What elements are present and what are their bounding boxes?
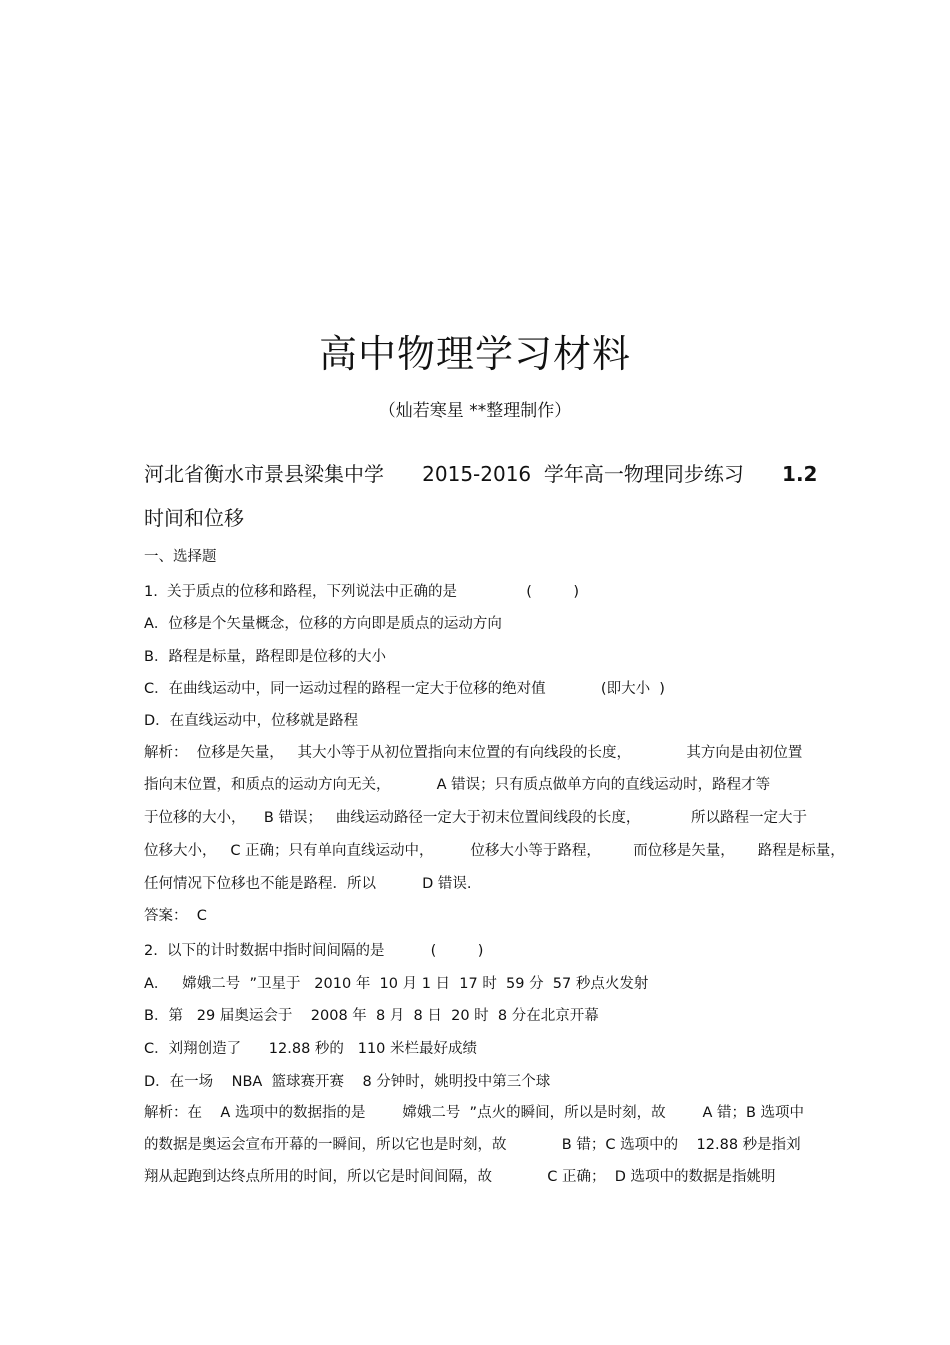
exercise-heading-text: 河北省衡水市景县梁集中学 2015-2016 学年高一物理同步练习 [144, 462, 783, 486]
question-2-option-c: C．刘翔创造了 12.88 秒的 110 米栏最好成绩 [144, 1041, 478, 1057]
question-1-option-c: C．在曲线运动中，同一运动过程的路程一定大于位移的绝对值 (即大小 ) [144, 681, 665, 697]
exercise-heading-line-1 [144, 459, 824, 489]
question-1-analysis-line-3: 于位移的大小， B 错误； 曲线运动路径一定大于初末位置间线段的长度， 所以路程一定大于 [144, 810, 808, 826]
question-2-analysis-line-3: 翔从起跑到达终点所用的时间，所以它是时间间隔，故 C 正确； D 选项中的数据是指姚明 [144, 1169, 776, 1185]
section-number: 1.2 [782, 462, 818, 486]
section-label: 一、选择题 [144, 549, 217, 565]
question-2-analysis-line-2: 的数据是奥运会宣布开幕的一瞬间，所以它也是时刻，故 B 错；C 选项中的 12.88 秒是指刘 [144, 1137, 801, 1153]
document-title: 高中物理学习材料 [318, 332, 631, 376]
question-1-option-a: A．位移是个矢量概念，位移的方向即是质点的运动方向 [144, 616, 502, 632]
question-1-answer: 答案： C [144, 908, 207, 924]
question-2-option-a: A． 嫦娥二号 ”卫星于 2010 年 10 月 1 日 17 时 59 分 57 秒点火发射 [144, 976, 649, 992]
question-1-analysis-line-2: 指向末位置，和质点的运动方向无关， A 错误；只有质点做单方向的直线运动时，路程才等 [144, 777, 771, 793]
question-2-stem: 2. 以下的计时数据中指时间间隔的是 ( ) [144, 943, 484, 959]
question-1-option-d: D．在直线运动中，位移就是路程 [144, 713, 359, 729]
question-1-option-b: B．路程是标量，路程即是位移的大小 [144, 649, 386, 665]
exercise-heading-line-2: 时间和位移 [144, 506, 244, 530]
question-1-stem: 1. 关于质点的位移和路程，下列说法中正确的是 ( ) [144, 584, 579, 600]
document-subtitle: （灿若寒星 **整理制作） [378, 401, 572, 421]
question-1-analysis-line-4: 位移大小， C 正确；只有单向直线运动中， 位移大小等于路程， 而位移是矢量， 路程是标量， [144, 843, 845, 859]
question-1-analysis-line-5: 任何情况下位移也不能是路程．所以 D 错误. [144, 876, 472, 892]
question-1-analysis-line-1: 解析： 位移是矢量， 其大小等于从初位置指向末位置的有向线段的长度， 其方向是由初位置 [144, 745, 803, 761]
question-2-option-b: B．第 29 届奥运会于 2008 年 8 月 8 日 20 时 8 分在北京开幕 [144, 1008, 599, 1024]
question-2-option-d: D．在一场 NBA 篮球赛开赛 8 分钟时，姚明投中第三个球 [144, 1074, 551, 1090]
question-2-analysis-line-1: 解析：在 A 选项中的数据指的是 嫦娥二号 ”点火的瞬间，所以是时刻，故 A 错；B 选项中 [144, 1105, 805, 1121]
